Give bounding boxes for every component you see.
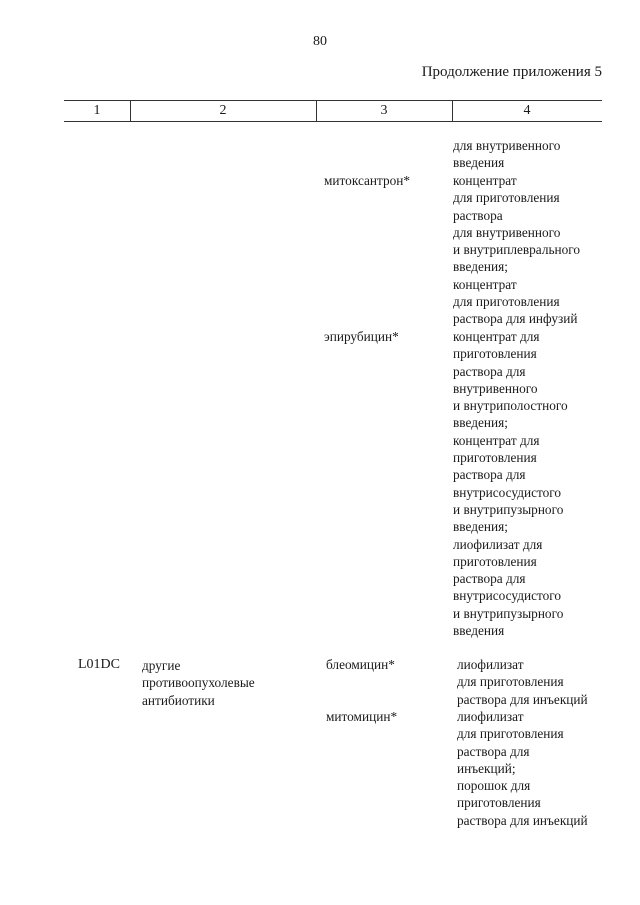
form-line: раствора для xyxy=(453,363,526,379)
group-name-line: антибиотики xyxy=(142,692,215,708)
form-line: и внутриполостного xyxy=(453,398,568,414)
form-line: приготовления xyxy=(453,450,537,466)
form-line: раствора для инъекций xyxy=(457,691,588,707)
forms-mitoxantrone xyxy=(453,172,580,328)
form-line: для приготовления xyxy=(457,674,564,690)
form-line: раствора для xyxy=(457,743,530,759)
form-line: концентрат xyxy=(453,173,517,188)
drug-mitoxantrone: митоксантрон* xyxy=(324,173,411,188)
group-name-line: другие xyxy=(142,658,181,673)
forms-mitomycin xyxy=(457,708,588,829)
form-line: для приготовления xyxy=(453,190,560,206)
form-line: инъекций; xyxy=(457,760,516,776)
form-line: и внутриплеврального xyxy=(453,242,581,258)
form-line: раствора для xyxy=(453,467,526,483)
form-line: концентрат для xyxy=(453,432,540,448)
table-header-row xyxy=(64,100,602,122)
form-line: лиофилизат для xyxy=(453,536,543,552)
appendix-note: Продолжение приложения 5 xyxy=(421,64,602,80)
form-line: лиофилизат xyxy=(457,709,524,724)
drug-bleomycin: блеомицин* xyxy=(326,657,395,672)
form-line: концентрат для xyxy=(453,329,540,344)
drug-epirubicin: эпирубицин* xyxy=(324,329,399,344)
group-name-l01dc xyxy=(142,657,255,709)
form-line: для приготовления xyxy=(453,294,560,310)
header-col-3: 3 xyxy=(380,103,388,118)
group-name-line: противоопухолевые xyxy=(142,675,255,691)
form-line: для внутривенного xyxy=(453,224,561,240)
form-line: введения; xyxy=(453,259,508,275)
form-line: и внутрипузырного xyxy=(453,605,564,621)
form-line: приготовления xyxy=(457,795,541,811)
forms-epirubicin xyxy=(453,328,568,639)
header-col-4: 4 xyxy=(523,103,531,118)
form-line: раствора xyxy=(453,207,503,223)
form-line: внутрисосудистого xyxy=(453,484,562,500)
atc-code-l01dc: L01DC xyxy=(78,657,120,672)
form-line: концентрат xyxy=(453,276,517,292)
form-line: введения xyxy=(453,623,505,639)
form-line: внутривенного xyxy=(453,380,538,396)
header-col-1: 1 xyxy=(93,103,101,118)
drug-mitomycin: митомицин* xyxy=(326,709,398,724)
form-line: для приготовления xyxy=(457,726,564,742)
form-line: введения xyxy=(453,155,505,171)
form-line: введения; xyxy=(453,415,508,431)
form-line: внутрисосудистого xyxy=(453,588,562,604)
page-number: 80 xyxy=(313,34,327,49)
forms-bleomycin xyxy=(457,656,588,708)
form-line: и внутрипузырного xyxy=(453,501,564,517)
form-line: приготовления xyxy=(453,553,537,569)
form-line: раствора для xyxy=(453,571,526,587)
form-line: приготовления xyxy=(453,346,537,362)
header-col-2: 2 xyxy=(219,103,227,118)
form-line: порошок для xyxy=(457,778,531,794)
form-line: введения; xyxy=(453,519,508,535)
form-line: для внутривенного xyxy=(453,138,561,153)
form-line: раствора для инъекций xyxy=(457,812,588,828)
form-line: лиофилизат xyxy=(457,657,524,672)
form-line: раствора для инфузий xyxy=(453,311,578,327)
continuation-forms xyxy=(453,137,560,172)
